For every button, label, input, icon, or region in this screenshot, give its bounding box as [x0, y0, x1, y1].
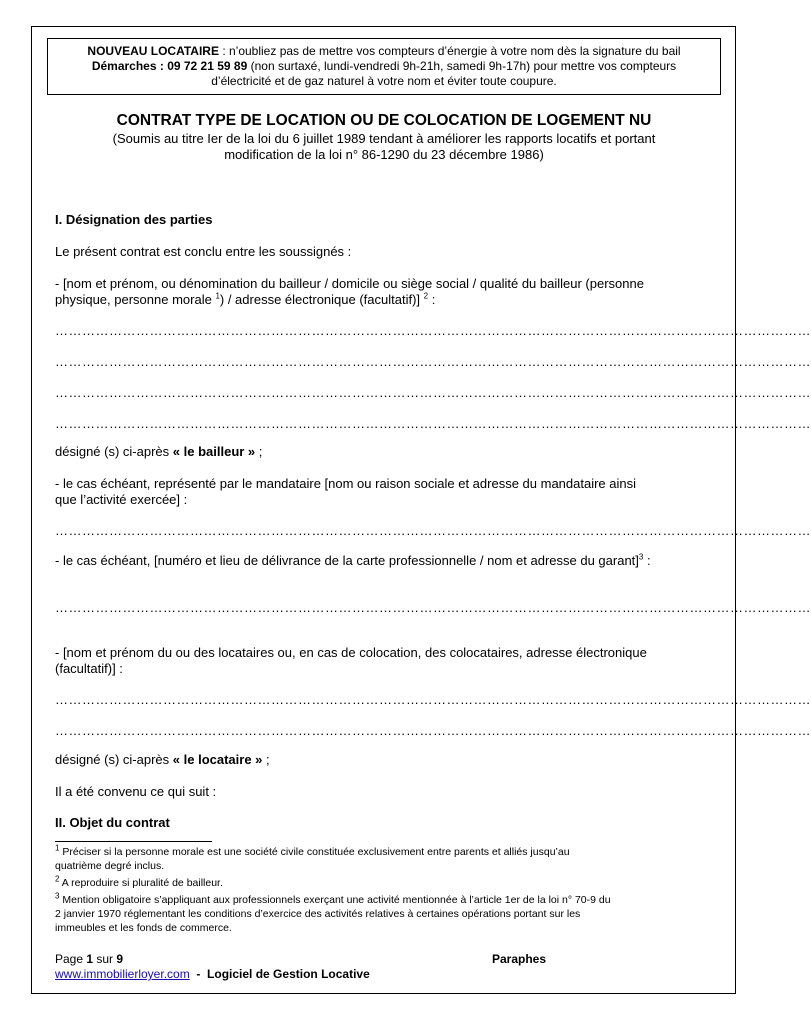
page-counter: Page 1 sur 9: [55, 952, 124, 966]
intro-text: Le présent contrat est conclu entre les soussignés :: [55, 244, 352, 259]
notice-phone: Démarches : 09 72 21 59 89: [91, 59, 248, 73]
footnote-ref-2[interactable]: 2: [423, 291, 429, 301]
document-title: CONTRAT TYPE DE LOCATION OU DE COLOCATION DE LOGEMENT NU: [116, 112, 652, 129]
bailleur-fill-line-1[interactable]: ……………………………………………………………………………………………………………………………………………………: [55, 323, 811, 338]
notice-label: NOUVEAU LOCATAIRE: [87, 44, 219, 58]
carte-fill-line[interactable]: ……………………………………………………………………………………………………………………………………………………: [55, 600, 811, 615]
carte-instruction: - le cas échéant, [numéro et lieu de délivrance de la carte professionnelle / nom et adresse du garant]$^3$ :: [55, 552, 651, 568]
notice-line-3: d’électricité et de gaz naturel à votre nom et éviter toute coupure.: [211, 74, 557, 88]
locataires-instruction: - [nom et prénom du ou des locataires ou, en cas de colocation, des colocataires, adresse électronique (facultatif)] :: [55, 645, 647, 676]
section-2-heading: II. Objet du contrat: [55, 815, 170, 830]
designe-bailleur: désigné (s) ci-après « le bailleur » ;: [55, 444, 263, 459]
footnote-ref-1[interactable]: 1: [215, 291, 220, 301]
footnote-ref-3[interactable]: 3: [638, 552, 644, 562]
mandataire-fill-line[interactable]: ……………………………………………………………………………………………………………………………………………………: [55, 523, 811, 538]
footnote-3: $^3$ Mention obligatoire s’appliquant aux professionnels exerçant une activité mentionnée à l’article 1er de la loi n° 70-9 du 2 janvier 1970 réglementant les conditions d’exercice des activités relatives à certaines opérations portant sur les immeubles et les fonds de commerce.: [55, 891, 611, 934]
section-1-heading: I. Désignation des parties: [55, 212, 213, 227]
notice-line-2: Démarches : 09 72 21 59 89 (non surtaxé, lundi-vendredi 9h-21h, samedi 9h-17h) pour mettre vos compteurs: [91, 59, 677, 73]
document-subtitle: (Soumis au titre Ier de la loi du 6 juillet 1989 tendant à améliorer les rapports locatifs et portant modification de la loi n° 86-1290 du 23 décembre 1986): [112, 131, 656, 162]
bailleur-fill-line-3[interactable]: ……………………………………………………………………………………………………………………………………………………: [55, 385, 811, 400]
bailleur-fill-line-2[interactable]: ……………………………………………………………………………………………………………………………………………………: [55, 354, 811, 369]
locataires-fill-line-1[interactable]: ……………………………………………………………………………………………………………………………………………………: [55, 692, 811, 707]
footnote-divider: [55, 841, 212, 842]
website-link[interactable]: www.immobilierloyer.com: [55, 967, 190, 981]
bailleur-fill-line-4[interactable]: ……………………………………………………………………………………………………………………………………………………: [55, 416, 811, 431]
paraphes-label: Paraphes: [492, 952, 547, 966]
notice-line-1: NOUVEAU LOCATAIRE : n’oubliez pas de mettre vos compteurs d’énergie à votre nom dès la signature du bail: [87, 44, 681, 58]
convenu-text: Il a été convenu ce qui suit :: [55, 784, 217, 799]
bailleur-instruction: - [nom et prénom, ou dénomination du bailleur / domicile ou siège social / qualité du bailleur (personne physique, personne morale $^1$) / adresse électronique (facultatif)] $^2$ :: [55, 276, 644, 307]
designe-locataire: désigné (s) ci-après « le locataire » ;: [55, 752, 270, 767]
footnote-2: $^2$ A reproduire si pluralité de bailleur.: [55, 874, 223, 889]
footer-links: www.immobilierloyer.com - Logiciel de Gestion Locative: [55, 967, 370, 981]
footnote-1: $^1$ Préciser si la personne morale est une société civile constituée exclusivement entre parents et alliés jusqu’au quatrième degré inclus.: [55, 843, 570, 872]
locataires-fill-line-2[interactable]: ……………………………………………………………………………………………………………………………………………………: [55, 723, 811, 738]
software-label: Logiciel de Gestion Locative: [207, 967, 370, 981]
mandataire-instruction: - le cas échéant, représenté par le mandataire [nom ou raison sociale et adresse du mandataire ainsi que l’activité exercée] :: [55, 476, 636, 507]
energy-notice-box: [47, 38, 721, 95]
